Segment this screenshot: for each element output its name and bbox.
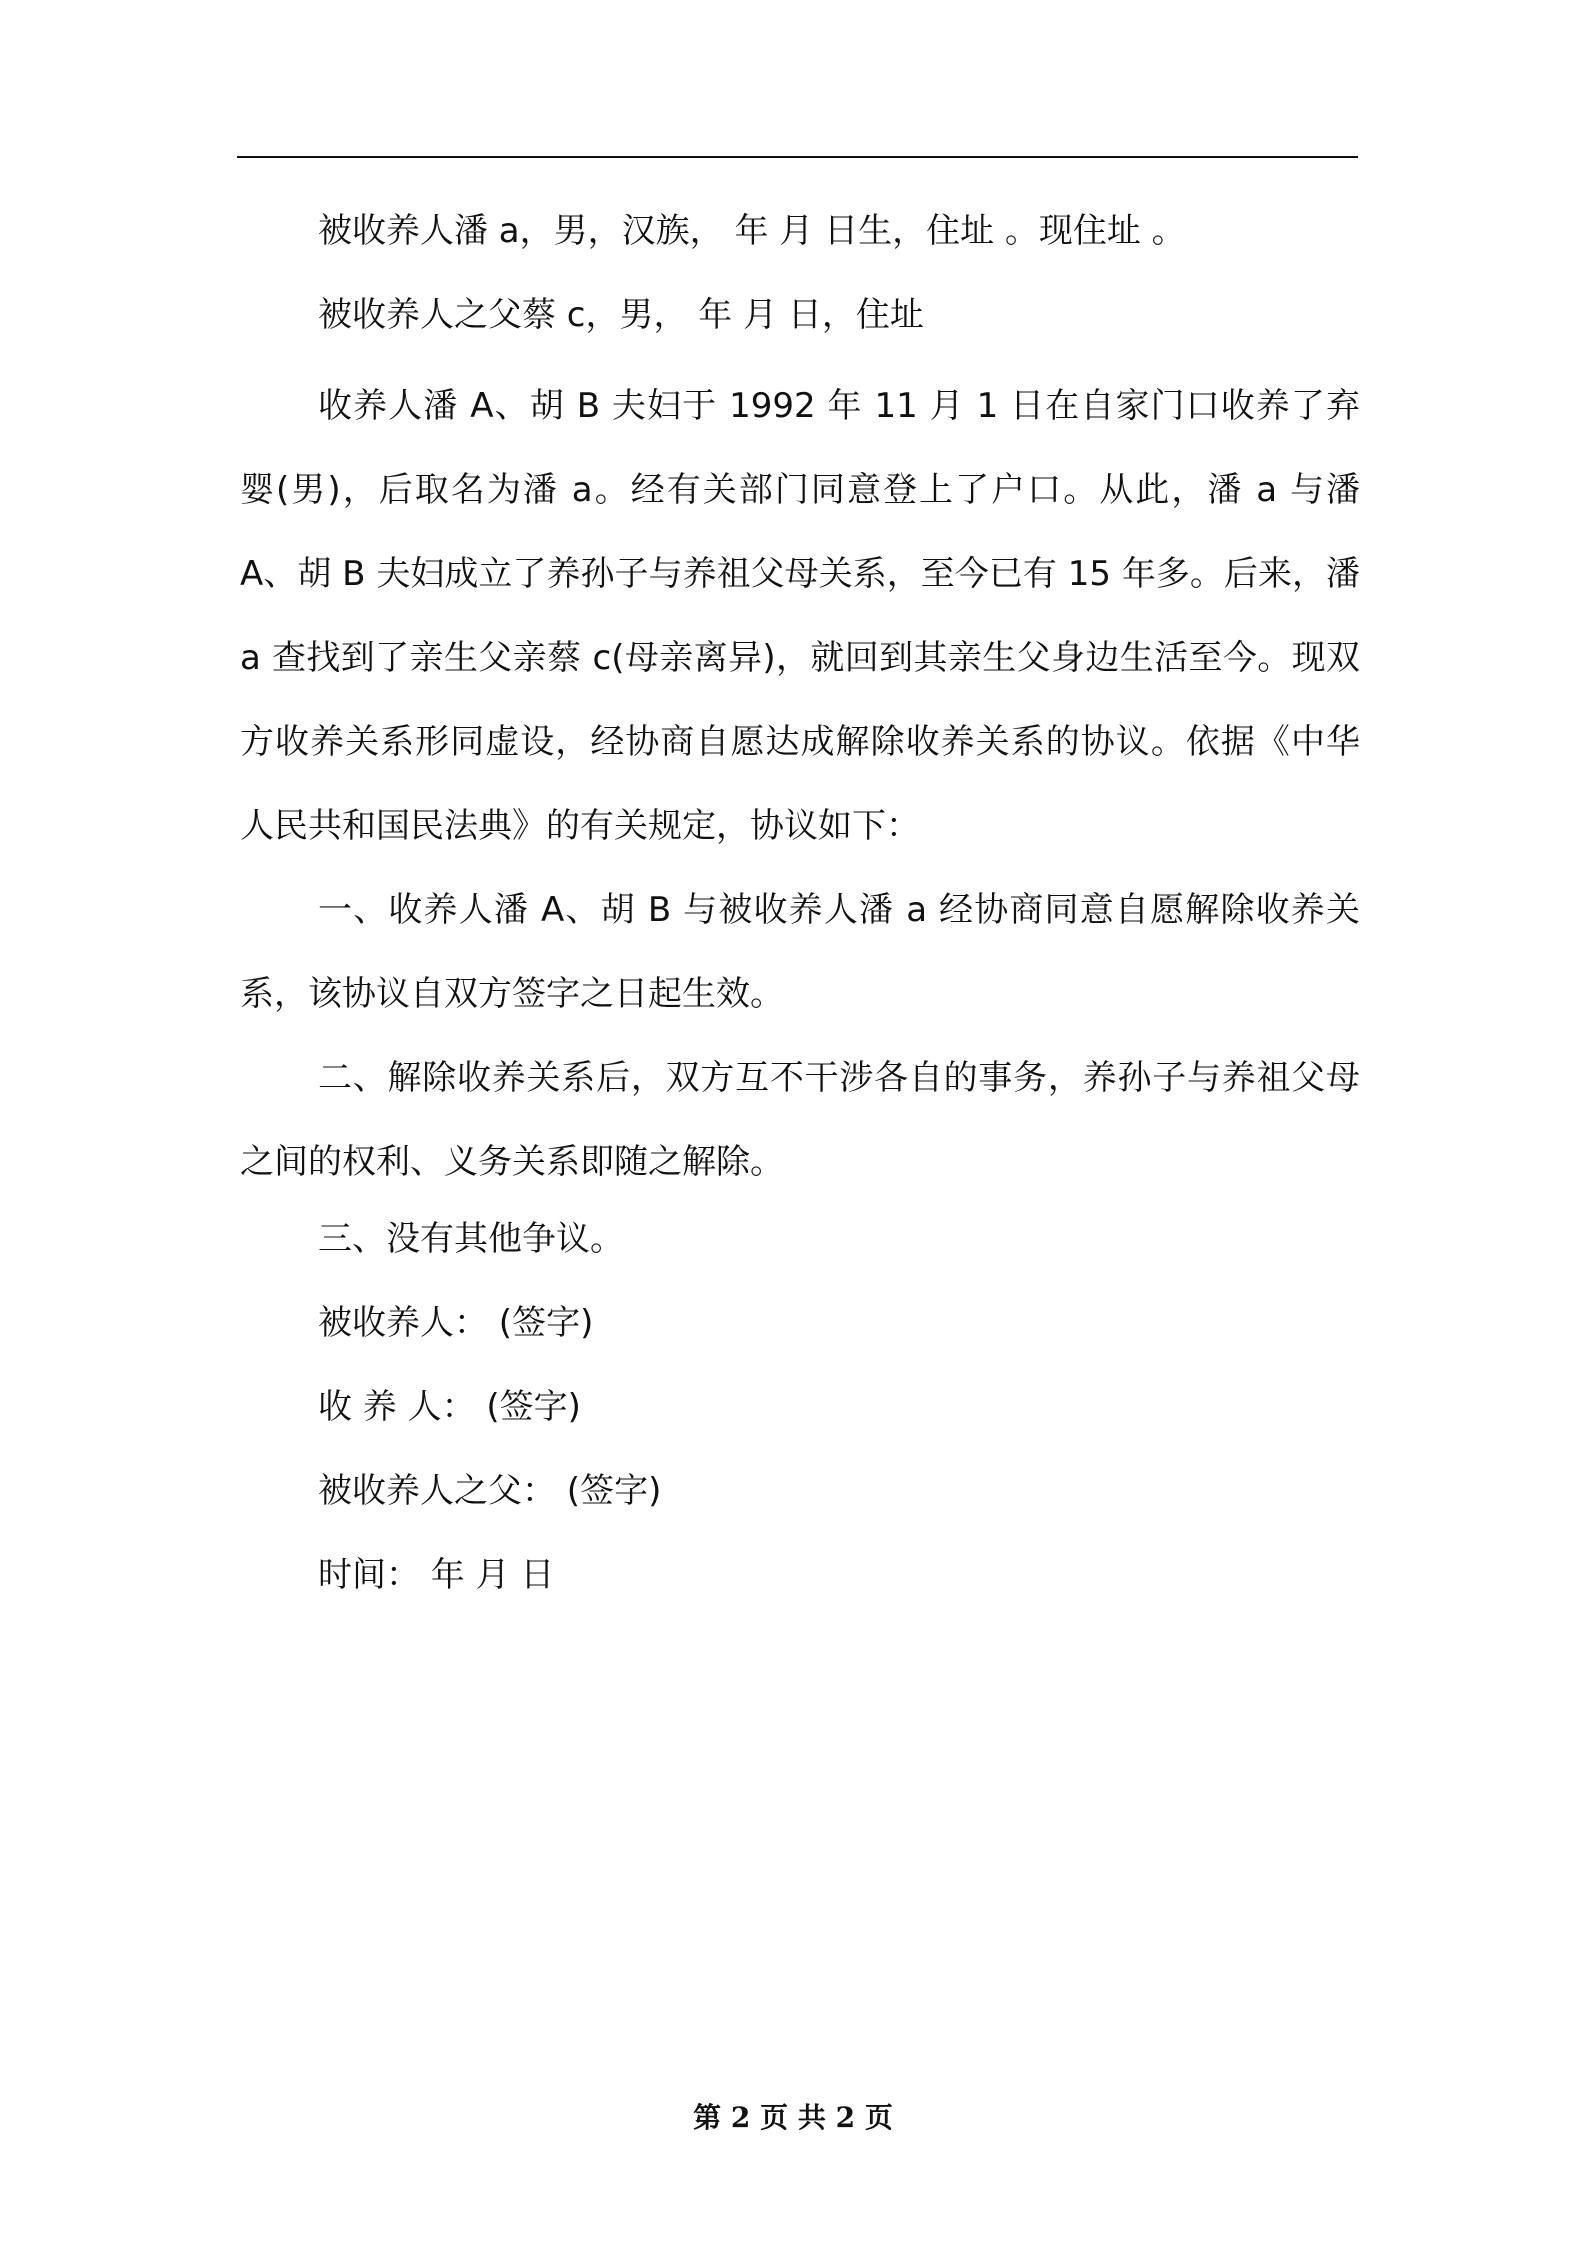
signature-adoptee: 被收养人： (签字) [318,1303,594,1343]
signature-adopter: 收 养 人： (签字) [318,1387,581,1427]
clause-three: 三、没有其他争议。 [318,1219,624,1259]
page-number: 第 2 页 共 2 页 [693,2101,893,2134]
clause-one: 一、收养人潘 A、胡 B 与被收养人潘 a 经协商同意自愿解除收养关系，该协议自双方签字之日起生效。 [240,890,1360,1014]
background-paragraph: 收养人潘 A、胡 B 夫妇于 1992 年 11 月 1 日在自家门口收养了弃婴(男)，后取名为潘 a。经有关部门同意登上了户口。从此，潘 a 与潘 A、胡 B 夫妇成立了养孙子与养祖父母关系，至今已有 15 年多。后来，潘 a 查找到了亲生父亲蔡 c(母亲离异)，就回到其亲生父身边生活至今。现双方收养关系形同虚设，经协商自愿达成解除收养关系的协议。依据《中华人民共和国民法典》的有关规定，协议如下： [240,386,1360,846]
header-rule [237,156,1358,158]
document-body [240,196,1360,1624]
signature-adoptee-father: 被收养人之父： (签字) [318,1471,662,1511]
adoptee-info-line: 被收养人潘 a，男，汉族， 年 月 日生，住址 。现住址 。 [318,211,1186,251]
adoptee-father-info-line: 被收养人之父蔡 c，男， 年 月 日，住址 [318,295,924,335]
date-line: 时间： 年 月 日 [318,1555,555,1595]
clause-two: 二、解除收养关系后，双方互不干涉各自的事务，养孙子与养祖父母之间的权利、义务关系即随之解除。 [240,1058,1360,1182]
